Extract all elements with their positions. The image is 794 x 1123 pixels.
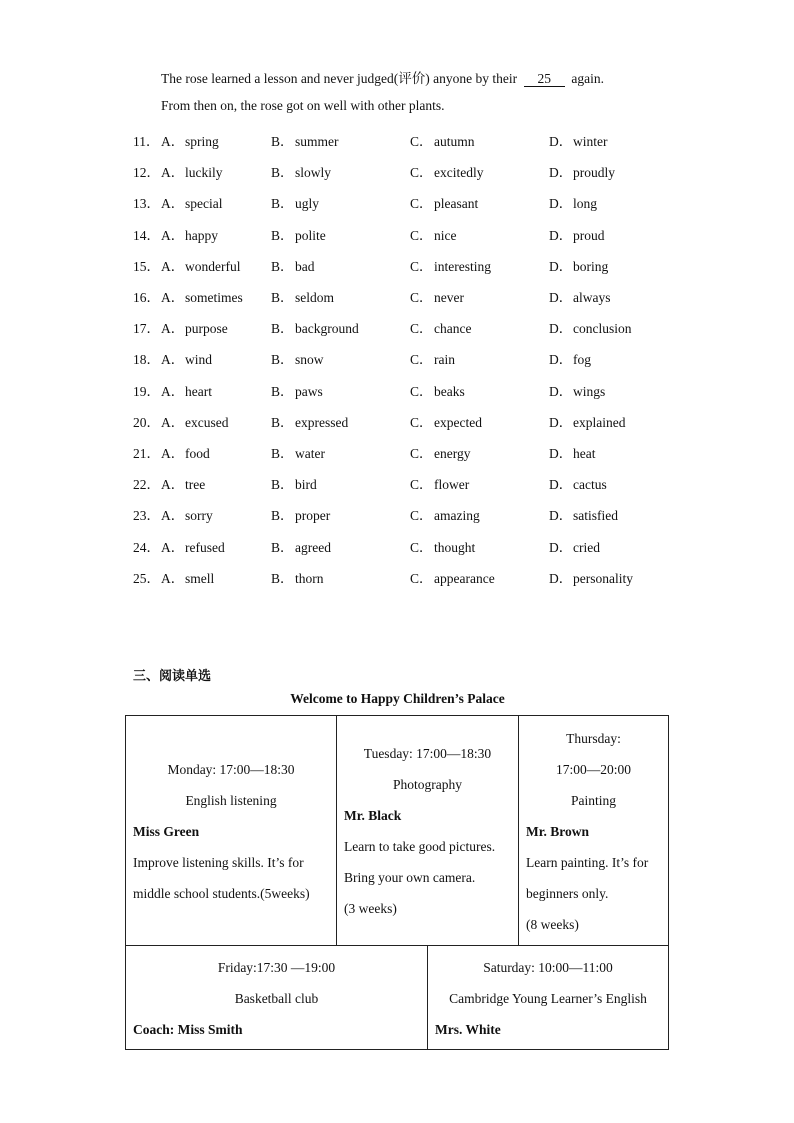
question-number: 14． <box>133 227 160 243</box>
option-text: excused <box>185 414 229 430</box>
option-text: never <box>434 290 464 305</box>
option-letter: D． <box>549 508 573 524</box>
option-letter: A． <box>161 352 185 368</box>
option-letter: D． <box>549 446 573 461</box>
answer-option[interactable] <box>161 192 222 212</box>
option-letter: C． <box>410 570 433 586</box>
answer-option[interactable] <box>271 255 315 275</box>
passage-text: The rose learned a lesson and never judged(评价) anyone by their <box>161 71 518 86</box>
tuesday-time: Tuesday: 17:00—18:30 <box>363 746 492 761</box>
option-letter: B． <box>271 352 294 368</box>
option-letter: D． <box>549 414 573 430</box>
answer-option[interactable] <box>161 286 243 306</box>
monday-teacher: Miss Green <box>133 824 200 839</box>
question-number: 11． <box>133 134 160 149</box>
option-letter: D． <box>549 290 573 305</box>
saturday-time: Saturday: 10:00—11:00 <box>483 960 613 975</box>
thursday-desc: beginners only. <box>526 886 609 901</box>
answer-option[interactable] <box>271 504 330 524</box>
answer-option[interactable] <box>271 317 359 337</box>
option-text: food <box>185 446 210 461</box>
option-letter: D． <box>549 570 573 586</box>
option-text: special <box>185 196 223 212</box>
answer-option[interactable] <box>271 411 348 431</box>
option-letter: A． <box>161 258 185 274</box>
option-letter: C． <box>410 134 433 149</box>
option-text: cried <box>573 539 600 555</box>
option-text: purpose <box>185 321 228 337</box>
answer-option[interactable] <box>410 286 464 306</box>
option-letter: C． <box>410 539 433 555</box>
option-text: rain <box>434 352 455 368</box>
answer-option[interactable] <box>549 286 611 306</box>
answer-option[interactable] <box>161 317 228 337</box>
option-letter: A． <box>161 321 185 337</box>
question-number: 23． <box>133 508 160 524</box>
option-text: paws <box>295 383 323 399</box>
option-text: satisfied <box>573 508 618 524</box>
option-text: cactus <box>573 477 607 493</box>
option-letter: D． <box>549 165 573 181</box>
tuesday-desc: (3 weeks) <box>344 901 397 916</box>
friday-time: Friday:17:30 —19:00 <box>217 960 336 975</box>
answer-option[interactable] <box>410 192 478 212</box>
option-text: luckily <box>185 165 223 181</box>
answer-option[interactable] <box>549 317 632 337</box>
option-text: personality <box>573 570 633 586</box>
answer-option[interactable] <box>549 130 608 150</box>
option-letter: D． <box>549 539 573 555</box>
schedule-table <box>125 715 669 1050</box>
passage-line-2 <box>161 98 444 114</box>
option-text: proper <box>295 508 331 524</box>
friday-cell <box>126 946 428 1050</box>
option-text: spring <box>185 134 219 149</box>
monday-course: English listening <box>185 793 277 808</box>
question-row <box>133 255 693 273</box>
option-letter: B． <box>271 477 294 493</box>
answer-option[interactable] <box>161 380 212 400</box>
answer-option[interactable] <box>161 348 212 368</box>
monday-time: Monday: 17:00—18:30 <box>167 762 295 777</box>
option-text: excitedly <box>434 165 484 181</box>
option-text: always <box>573 290 611 305</box>
option-text: wonderful <box>185 258 241 274</box>
answer-option[interactable] <box>410 567 495 587</box>
answer-option[interactable] <box>410 161 483 181</box>
option-letter: D． <box>549 196 573 212</box>
option-text: beaks <box>434 383 465 399</box>
tuesday-cell <box>337 716 519 946</box>
option-text: bad <box>295 258 315 274</box>
option-text: proud <box>573 227 605 243</box>
option-text: slowly <box>295 165 332 181</box>
tuesday-teacher: Mr. Black <box>344 808 402 823</box>
answer-option[interactable] <box>271 192 319 212</box>
answer-blank: 25 <box>524 72 566 87</box>
passage-text: From then on, the rose got on well with other plants. <box>161 98 445 113</box>
answer-option[interactable] <box>271 442 325 462</box>
option-text: tree <box>185 477 206 493</box>
question-number: 12． <box>133 165 160 181</box>
answer-option[interactable] <box>161 161 223 181</box>
option-letter: B． <box>271 570 294 586</box>
answer-option[interactable] <box>271 161 331 181</box>
option-text: interesting <box>434 258 491 274</box>
passage-line-1 <box>161 67 604 87</box>
section-heading: 三、阅读单选 <box>133 669 212 684</box>
tuesday-course: Photography <box>393 777 462 792</box>
question-number: 15． <box>133 258 160 274</box>
option-text: refused <box>185 539 225 555</box>
option-letter: A． <box>161 446 185 461</box>
option-text: appearance <box>434 570 495 586</box>
option-letter: B． <box>271 134 294 149</box>
option-letter: A． <box>161 196 185 212</box>
thursday-cell <box>519 716 669 946</box>
option-text: heat <box>573 446 596 461</box>
option-letter: D． <box>549 227 573 243</box>
option-letter: C． <box>410 352 433 368</box>
option-text: nice <box>434 227 457 243</box>
answer-option[interactable] <box>161 442 210 462</box>
option-letter: B． <box>271 290 294 305</box>
option-letter: B． <box>271 446 294 461</box>
answer-option[interactable] <box>549 411 625 431</box>
friday-course: Basketball club <box>234 991 319 1006</box>
answer-option[interactable] <box>271 536 331 556</box>
option-letter: A． <box>161 570 185 586</box>
answer-option[interactable] <box>549 192 597 212</box>
thursday-course: Painting <box>570 793 616 808</box>
answer-option[interactable] <box>410 504 480 524</box>
option-text: explained <box>573 414 626 430</box>
option-text: sometimes <box>185 290 243 305</box>
question-row <box>133 192 693 210</box>
option-text: sorry <box>185 508 213 524</box>
thursday-desc: Learn painting. It’s for <box>526 855 649 870</box>
option-letter: B． <box>271 414 294 430</box>
option-letter: C． <box>410 227 433 243</box>
option-letter: C． <box>410 383 433 399</box>
monday-desc: middle school students.(5weeks) <box>133 886 310 901</box>
option-text: thorn <box>295 570 324 586</box>
question-row <box>133 442 693 460</box>
answer-option[interactable] <box>410 224 457 244</box>
option-letter: B． <box>271 539 294 555</box>
option-letter: C． <box>410 446 433 461</box>
option-letter: D． <box>549 383 573 399</box>
question-row <box>133 130 693 148</box>
option-letter: A． <box>161 383 185 399</box>
option-text: winter <box>573 134 608 149</box>
question-row <box>133 224 693 242</box>
answer-option[interactable] <box>549 380 605 400</box>
option-text: conclusion <box>573 321 632 337</box>
option-text: energy <box>434 446 471 461</box>
answer-option[interactable] <box>161 473 205 493</box>
answer-option[interactable] <box>549 442 596 462</box>
option-letter: C． <box>410 477 433 493</box>
monday-cell <box>126 716 337 946</box>
question-row <box>133 317 693 335</box>
question-number: 19． <box>133 383 160 399</box>
question-row <box>133 348 693 366</box>
question-row <box>133 161 693 179</box>
option-letter: D． <box>549 258 573 274</box>
option-text: expressed <box>295 414 349 430</box>
option-letter: D． <box>549 477 573 493</box>
option-text: polite <box>295 227 326 243</box>
thursday-desc: (8 weeks) <box>526 917 579 932</box>
option-text: long <box>573 196 598 212</box>
option-letter: A． <box>161 539 185 555</box>
answer-option[interactable] <box>271 224 326 244</box>
answer-option[interactable] <box>161 536 225 556</box>
question-number: 18． <box>133 352 160 368</box>
option-text: wings <box>573 383 606 399</box>
answer-option[interactable] <box>161 504 213 524</box>
answer-option[interactable] <box>410 130 475 150</box>
question-number: 22． <box>133 477 160 493</box>
option-letter: B． <box>271 508 294 524</box>
answer-option[interactable] <box>549 255 608 275</box>
answer-option[interactable] <box>549 161 615 181</box>
option-text: agreed <box>295 539 331 555</box>
friday-teacher: Coach: Miss Smith <box>133 1022 243 1037</box>
option-text: boring <box>573 258 609 274</box>
option-text: happy <box>185 227 218 243</box>
option-letter: A． <box>161 414 185 430</box>
option-letter: B． <box>271 321 294 337</box>
option-letter: C． <box>410 290 433 305</box>
answer-option[interactable] <box>410 380 465 400</box>
option-letter: A． <box>161 134 185 149</box>
option-text: autumn <box>434 134 475 149</box>
answer-option[interactable] <box>410 442 471 462</box>
option-text: thought <box>434 539 476 555</box>
option-letter: C． <box>410 196 433 212</box>
answer-option[interactable] <box>271 130 339 150</box>
option-letter: B． <box>271 227 294 243</box>
answer-option[interactable] <box>410 255 491 275</box>
question-number: 24． <box>133 539 160 555</box>
option-letter: C． <box>410 414 433 430</box>
question-number: 21． <box>133 446 160 461</box>
question-number: 13． <box>133 196 160 212</box>
option-text: chance <box>434 321 472 337</box>
answer-option[interactable] <box>271 380 323 400</box>
option-letter: D． <box>549 352 573 368</box>
option-text: expected <box>434 414 482 430</box>
option-text: proudly <box>573 165 615 181</box>
answer-option[interactable] <box>161 255 240 275</box>
answer-option[interactable] <box>271 348 324 368</box>
answer-option[interactable] <box>410 317 471 337</box>
monday-desc: Improve listening skills. It’s for <box>133 855 304 870</box>
option-text: snow <box>295 352 324 368</box>
option-text: water <box>295 446 325 461</box>
option-letter: C． <box>410 508 433 524</box>
answer-option[interactable] <box>410 411 482 431</box>
option-text: heart <box>185 383 212 399</box>
answer-option[interactable] <box>161 130 219 150</box>
option-letter: D． <box>549 134 573 149</box>
option-text: smell <box>185 570 215 586</box>
question-row <box>133 536 693 554</box>
answer-option[interactable] <box>271 286 334 306</box>
answer-option[interactable] <box>549 473 607 493</box>
saturday-cell <box>428 946 669 1050</box>
answer-option[interactable] <box>161 224 218 244</box>
question-row <box>133 380 693 398</box>
option-letter: C． <box>410 321 433 337</box>
option-letter: A． <box>161 508 185 524</box>
question-row <box>133 411 693 429</box>
question-number: 17． <box>133 321 160 337</box>
tuesday-desc: Learn to take good pictures. <box>344 839 496 854</box>
option-letter: B． <box>271 383 294 399</box>
question-row <box>133 567 693 585</box>
option-text: ugly <box>295 196 320 212</box>
option-text: summer <box>295 134 339 149</box>
answer-option[interactable] <box>410 536 475 556</box>
question-row <box>133 504 693 522</box>
thursday-time: 17:00—20:00 <box>555 762 631 777</box>
thursday-teacher: Mr. Brown <box>526 824 590 839</box>
option-letter: B． <box>271 258 294 274</box>
option-text: amazing <box>434 508 480 524</box>
answer-option[interactable] <box>161 567 214 587</box>
option-text: background <box>295 321 359 337</box>
table-title: Welcome to Happy Children’s Palace <box>290 691 505 706</box>
answer-option[interactable] <box>271 567 324 587</box>
answer-option[interactable] <box>549 567 633 587</box>
option-letter: C． <box>410 165 433 181</box>
question-number: 16． <box>133 290 160 305</box>
tuesday-desc: Bring your own camera. <box>344 870 476 885</box>
question-row <box>133 286 693 304</box>
passage-text: again. <box>571 71 604 86</box>
option-letter: A． <box>161 165 185 181</box>
option-letter: A． <box>161 227 185 243</box>
option-letter: C． <box>410 258 433 274</box>
option-letter: B． <box>271 165 294 181</box>
saturday-teacher: Mrs. White <box>435 1022 501 1037</box>
option-text: flower <box>434 477 470 493</box>
option-text: seldom <box>295 290 334 305</box>
answer-option[interactable] <box>549 504 618 524</box>
answer-option[interactable] <box>549 224 605 244</box>
option-text: wind <box>185 352 212 368</box>
answer-option[interactable] <box>271 473 317 493</box>
question-number: 20． <box>133 414 160 430</box>
option-text: fog <box>573 352 591 368</box>
answer-option[interactable] <box>549 348 591 368</box>
question-number: 25． <box>133 570 160 586</box>
answer-option[interactable] <box>410 348 455 368</box>
thursday-day: Thursday: <box>566 731 621 746</box>
option-letter: D． <box>549 321 573 337</box>
option-text: pleasant <box>434 196 479 212</box>
option-letter: A． <box>161 290 185 305</box>
answer-option[interactable] <box>410 473 469 493</box>
saturday-course: Cambridge Young Learner’s English <box>449 991 647 1006</box>
answer-option[interactable] <box>549 536 600 556</box>
option-letter: A． <box>161 477 185 493</box>
option-text: bird <box>295 477 317 493</box>
question-row <box>133 473 693 491</box>
answer-option[interactable] <box>161 411 228 431</box>
option-letter: B． <box>271 196 294 212</box>
